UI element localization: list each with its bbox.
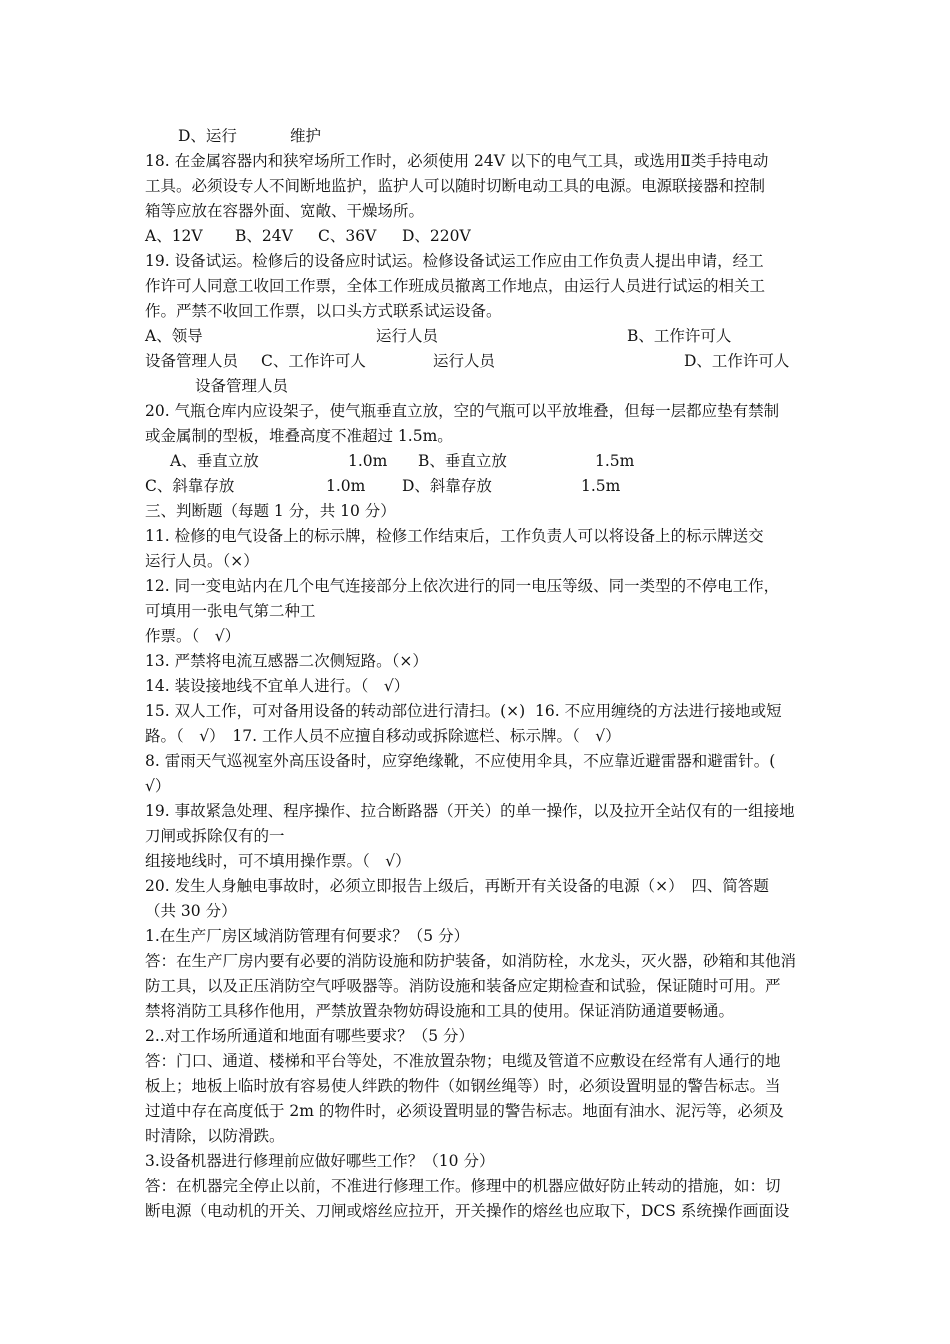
text-line: 箱等应放在容器外面、宽敞、干燥场所。 [145,202,425,220]
option-line: D、运行 [178,127,237,145]
text-line: 或金属制的型板，堆叠高度不准超过 1.5m。 [145,427,453,445]
text-line: 可填用一张电气第二种工 [145,602,316,620]
option-line: A、12V [145,227,203,245]
option-line: B、工作许可人 [627,327,732,345]
text-line: 20. 发生人身触电事故时，必须立即报告上级后，再断开有关设备的电源（×） 四、简答题 [145,877,769,895]
text-line: 19. 设备试运。检修后的设备应时试运。检修设备试运工作应由工作负责人提出申请，经工 [145,252,764,270]
text-line: 组接地线时，可不填用操作票。（ √） [145,852,411,870]
option-line: A、领导 [145,327,203,345]
option-line: 设备管理人员 [145,352,239,370]
text-line: 12. 同一变电站内在几个电气连接部分上依次进行的同一电压等级、同一类型的不停电工作， [145,577,780,595]
option-line: D、工作许可人 [684,352,790,370]
option-line: 设备管理人员 [195,377,289,395]
text-line: 作。严禁不收回工作票，以口头方式联系试运设备。 [145,302,502,320]
text-line: 作票。（ √） [145,627,241,645]
option-line: A、垂直立放 [170,452,259,470]
text-line: √） [145,777,171,795]
text-line: 答：在生产厂房内要有必要的消防设施和防护装备，如消防栓，水龙头，灭火器，砂箱和其他消 [145,952,797,970]
text-line: 13. 严禁将电流互感器二次侧短路。（×） [145,652,428,670]
option-line: 1.5m [595,452,635,470]
option-line: 运行人员 [376,327,439,345]
text-line: 工具。必须设专人不间断地监护，监护人可以随时切断电动工具的电源。电源联接器和控制 [145,177,766,195]
text-line: （共 30 分） [145,902,237,920]
text-line: 作许可人同意工收回工作票，全体工作班成员撤离工作地点，由运行人员进行试运的相关工 [145,277,766,295]
text-line: 答：门口、通道、楼梯和平台等处，不准放置杂物；电缆及管道不应敷设在经常有人通行的地 [145,1052,781,1070]
text-line: 11. 检修的电气设备上的标示牌，检修工作结束后，工作负责人可以将设备上的标示牌送交 [145,527,764,545]
option-line: B、垂直立放 [418,452,507,470]
section-heading: 三、判断题（每题 1 分，共 10 分） [145,502,396,520]
option-line: 维护 [290,127,322,145]
text-line: 过道中存在高度低于 2m 的物件时，必须设置明显的警告标志。地面有油水、泥污等，必须及 [145,1102,784,1120]
text-line: 8. 雷雨天气巡视室外高压设备时，应穿绝缘靴，不应使用伞具，不应靠近避雷器和避雷针。( [145,752,776,770]
text-line: 运行人员。（×） [145,552,259,570]
text-line: 14. 装设接地线不宜单人进行。（ √） [145,677,410,695]
text-line: 禁将消防工具移作他用，严禁放置杂物妨碍设施和工具的使用。保证消防通道要畅通。 [145,1002,735,1020]
question-heading: 3.设备机器进行修理前应做好哪些工作？（10 分） [145,1152,495,1170]
text-line: 18. 在金属容器内和狭窄场所工作时，必须使用 24V 以下的电气工具，或选用Ⅱ类手持电动 [145,152,769,170]
text-line: 答：在机器完全停止以前，不准进行修理工作。修理中的机器应做好防止转动的措施，如：切 [145,1177,781,1195]
text-line: 防工具，以及正压消防空气呼吸器等。消防设施和装备应定期检查和试验，保证随时可用。严 [145,977,781,995]
option-line: 运行人员 [433,352,496,370]
text-line: 刀闸或拆除仅有的一 [145,827,285,845]
option-line: 1.0m [326,477,366,495]
text-line: 板上；地板上临时放有容易使人绊跌的物件（如钢丝绳等）时，必须设置明显的警告标志。当 [145,1077,781,1095]
option-line: D、220V [402,227,471,245]
option-line: B、24V [235,227,293,245]
question-heading: 1.在生产厂房区域消防管理有何要求？（5 分） [145,927,470,945]
option-line: D、斜靠存放 [402,477,492,495]
question-heading: 2..对工作场所通道和地面有哪些要求？（5 分） [145,1027,475,1045]
text-line: 20. 气瓶仓库内应设架子，使气瓶垂直立放，空的气瓶可以平放堆叠，但每一层都应垫有禁制 [145,402,780,420]
text-line: 15. 双人工作，可对备用设备的转动部位进行清扫。(×) 16. 不应用缠绕的方法进行接地或短 [145,702,782,720]
option-line: C、工作许可人 [261,352,366,370]
text-line: 断电源（电动机的开关、刀闸或熔丝应拉开，开关操作的熔丝也应取下，DCS 系统操作画面设 [145,1202,790,1220]
text-line: 路。（ √） 17. 工作人员不应擅自移动或拆除遮栏、标示牌。（ √） [145,727,621,745]
text-line: 19. 事故紧急处理、程序操作、拉合断路器（开关）的单一操作，以及拉开全站仅有的一组接地 [145,802,795,820]
option-line: 1.0m [348,452,388,470]
option-line: 1.5m [581,477,621,495]
text-line: 时清除，以防滑跌。 [145,1127,285,1145]
option-line: C、斜靠存放 [145,477,235,495]
option-line: C、36V [318,227,377,245]
